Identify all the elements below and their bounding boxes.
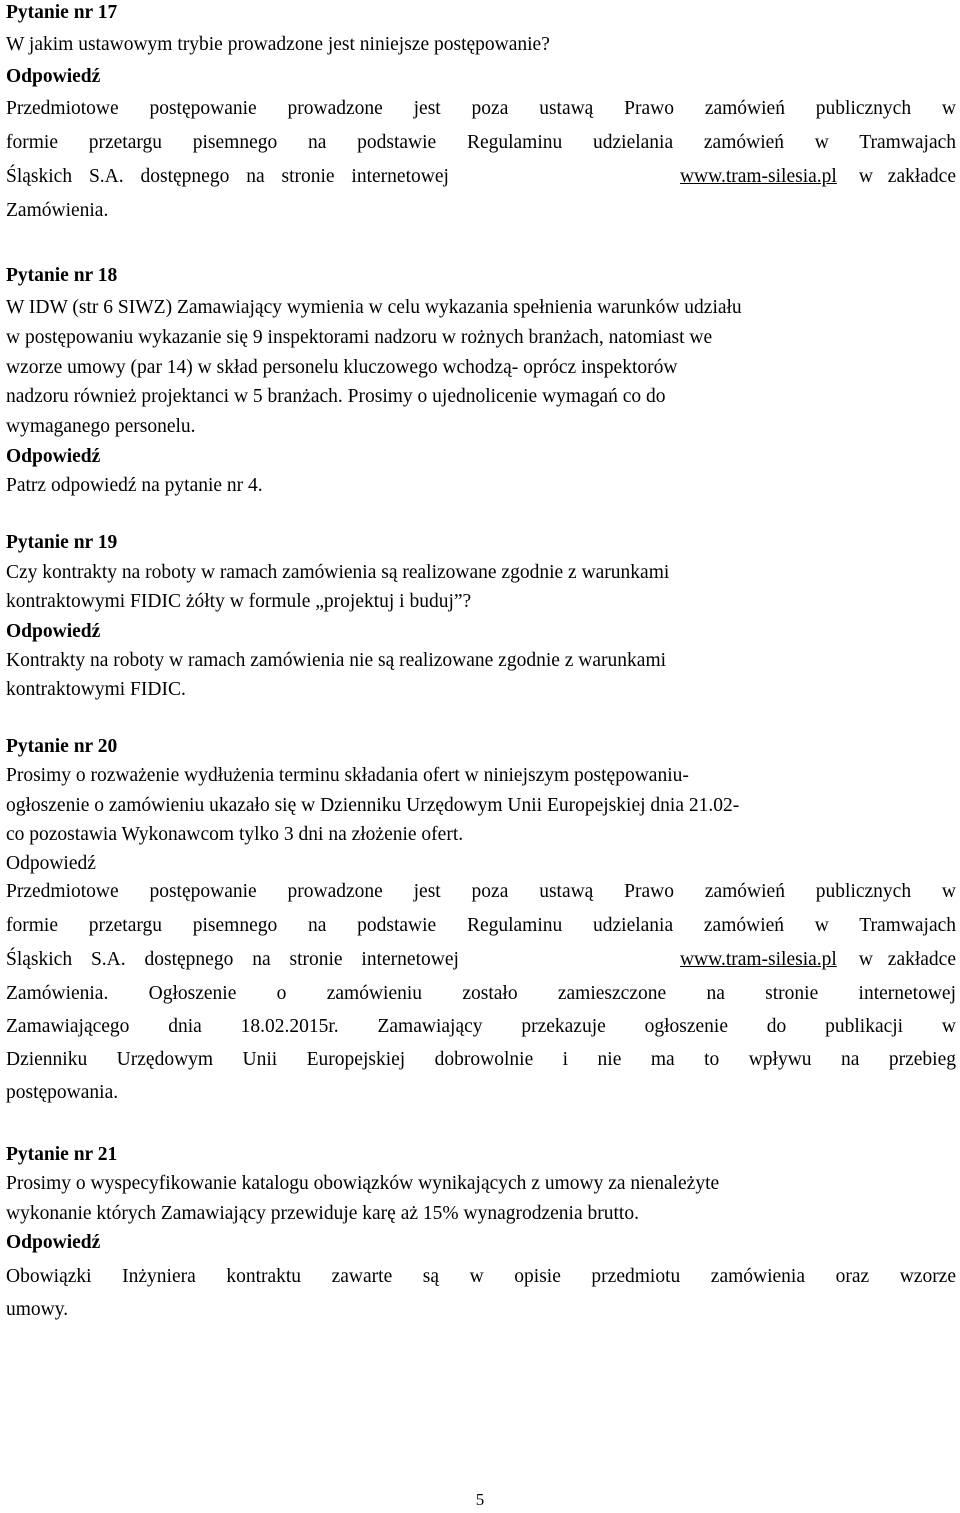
question-text-line: Prosimy o rozważenie wydłużenia terminu składania ofert w niniejszym postępowaniu- bbox=[6, 765, 689, 786]
answer-label: Odpowiedź bbox=[6, 853, 96, 874]
answer-text-line: umowy. bbox=[6, 1299, 69, 1320]
answer-text-fragment: w zakładce bbox=[858, 949, 956, 970]
question-heading: Pytanie nr 20 bbox=[6, 736, 118, 757]
answer-text-line: postępowania. bbox=[6, 1082, 119, 1103]
answer-text-line: formie przetargu pisemnego na podstawie Regulaminu udzielania zamówień w Tramwajach bbox=[6, 915, 956, 936]
website-link[interactable]: www.tram-silesia.pl bbox=[679, 166, 837, 187]
question-text-line: wykonanie których Zamawiający przewiduje karę aż 15% wynagrodzenia brutto. bbox=[6, 1203, 639, 1224]
question-text-line: w postępowaniu wykazanie się 9 inspektorami nadzoru w rożnych branżach, natomiast we bbox=[6, 327, 713, 348]
question-heading: Pytanie nr 18 bbox=[6, 265, 118, 286]
question-text: W jakim ustawowym trybie prowadzone jest niniejsze postępowanie? bbox=[6, 34, 550, 55]
answer-text-line: Przedmiotowe postępowanie prowadzone jest poza ustawą Prawo zamówień publicznych w bbox=[6, 881, 956, 902]
answer-text-line: Zamawiającego dnia 18.02.2015r. Zamawiający przekazuje ogłoszenie do publikacji w bbox=[6, 1016, 956, 1037]
answer-label: Odpowiedź bbox=[6, 446, 101, 467]
answer-text-line: Kontrakty na roboty w ramach zamówienia nie są realizowane zgodnie z warunkami bbox=[6, 650, 667, 671]
question-heading: Pytanie nr 17 bbox=[6, 2, 118, 23]
question-text-line: wzorze umowy (par 14) w skład personelu kluczowego wchodzą- oprócz inspektorów bbox=[6, 357, 678, 378]
answer-text-fragment: Śląskich S.A. dostępnego na stronie internetowej bbox=[6, 166, 449, 187]
answer-text-line: Zamówienia. Ogłoszenie o zamówieniu zostało zamieszczone na stronie internetowej bbox=[6, 983, 956, 1004]
answer-text: Patrz odpowiedź na pytanie nr 4. bbox=[6, 475, 263, 496]
question-heading: Pytanie nr 21 bbox=[6, 1144, 118, 1165]
question-text-line: nadzoru również projektanci w 5 branżach. Prosimy o ujednolicenie wymagań co do bbox=[6, 386, 666, 407]
question-text-line: W IDW (str 6 SIWZ) Zamawiający wymienia w celu wykazania spełnienia warunków udziału bbox=[6, 297, 742, 318]
answer-text-line: Zamówienia. bbox=[6, 200, 109, 221]
answer-text-line bbox=[6, 167, 956, 187]
website-link[interactable]: www.tram-silesia.pl bbox=[679, 949, 837, 970]
answer-text-line: Przedmiotowe postępowanie prowadzone jest poza ustawą Prawo zamówień publicznych w bbox=[6, 98, 956, 119]
answer-text-line: formie przetargu pisemnego na podstawie Regulaminu udzielania zamówień w Tramwajach bbox=[6, 132, 956, 153]
answer-text-line: Dzienniku Urzędowym Unii Europejskiej dobrowolnie i nie ma to wpływu na przebieg bbox=[6, 1049, 956, 1070]
question-text-line: Prosimy o wyspecyfikowanie katalogu obowiązków wynikających z umowy za nienależyte bbox=[6, 1173, 720, 1194]
question-text-line: ogłoszenie o zamówieniu ukazało się w Dzienniku Urzędowym Unii Europejskiej dnia 21.02- bbox=[6, 795, 740, 816]
question-text-line: Czy kontrakty na roboty w ramach zamówienia są realizowane zgodnie z warunkami bbox=[6, 562, 670, 583]
question-text-line: kontraktowymi FIDIC żółty w formule „projektuj i buduj”? bbox=[6, 591, 472, 612]
question-text-line: wymaganego personelu. bbox=[6, 416, 196, 437]
answer-text-fragment: Śląskich S.A. dostępnego na stronie internetowej bbox=[6, 949, 459, 970]
answer-text-line bbox=[6, 950, 956, 970]
question-text-line: co pozostawia Wykonawcom tylko 3 dni na złożenie ofert. bbox=[6, 824, 464, 845]
answer-label: Odpowiedź bbox=[6, 1232, 101, 1253]
answer-text-line: Obowiązki Inżyniera kontraktu zawarte są w opisie przedmiotu zamówienia oraz wzorze bbox=[6, 1266, 956, 1287]
answer-text-fragment: w zakładce bbox=[858, 166, 956, 187]
answer-text-line: kontraktowymi FIDIC. bbox=[6, 679, 186, 700]
page-number: 5 bbox=[475, 1490, 485, 1509]
answer-label: Odpowiedź bbox=[6, 66, 101, 87]
question-heading: Pytanie nr 19 bbox=[6, 532, 118, 553]
answer-label: Odpowiedź bbox=[6, 621, 101, 642]
